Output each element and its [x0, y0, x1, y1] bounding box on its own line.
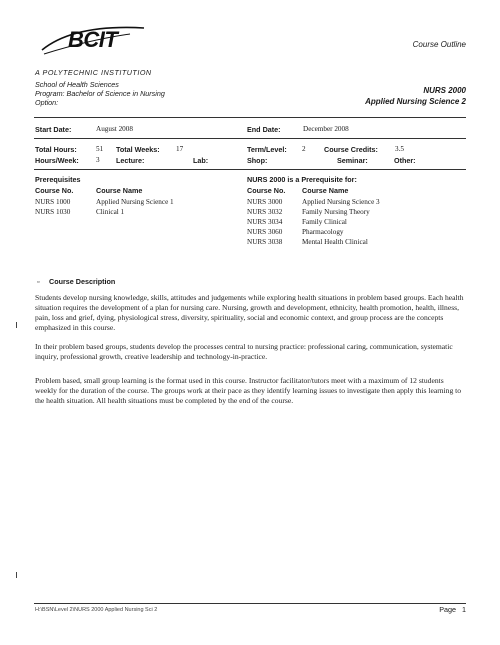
end-date-label: End Date: [247, 125, 281, 134]
total-hours-label: Total Hours: [35, 145, 77, 154]
prereq-for-row-name: Pharmacology [302, 228, 344, 236]
course-code: NURS 2000 [423, 86, 466, 95]
prereq-for-col-no: Course No. [247, 186, 286, 195]
other-label: Other: [394, 156, 416, 165]
description-paragraph-3: Problem based, small group learning is the format used in this course. Instructor facilitator/tutors meet with a maximum of 12 students weekly for the duration of the course. The groups work at their pace as they identify learning issues to investigate then apply this learning to the health situation. All health situations must be completed by the end of the course. [35, 376, 462, 405]
shop-label: Shop: [247, 156, 268, 165]
document-type: Course Outline [412, 40, 466, 49]
total-hours-value: 51 [96, 145, 104, 153]
prereq-for-row-no: NURS 3034 [247, 218, 283, 226]
hours-divider [34, 169, 466, 170]
prereq-col-name: Course Name [96, 186, 143, 195]
dates-divider [34, 138, 466, 139]
course-credits-label: Course Credits: [324, 145, 378, 154]
lab-label: Lab: [193, 156, 209, 165]
option-label: Option: [35, 98, 59, 107]
prereq-for-heading: NURS 2000 is a Prerequisite for: [247, 175, 357, 184]
footer-page [439, 605, 466, 614]
prereq-for-row-no: NURS 3038 [247, 238, 283, 246]
description-bullet-icon: ▫ [37, 277, 40, 286]
course-credits-value: 3.5 [395, 145, 404, 153]
start-date-value: August 2008 [96, 125, 133, 133]
footer-file-path: H:\BSN\Level 2\NURS 2000 Applied Nursing Sci 2 [35, 607, 158, 613]
course-description-heading: Course Description [49, 277, 116, 286]
total-weeks-value: 17 [176, 145, 184, 153]
margin-mark [16, 322, 17, 328]
description-paragraph-1: Students develop nursing knowledge, skills, attitudes and judgements while exploring health situations in problem based groups. Each health situation requires the development of a plan for nursing care. Nursing, growth and development, ethnicity, health promotion, health, illness, pain, loss and grief, dying, physiological stress, diversity, spirituality, social and economic context, and group process are the concepts emphasized in this course. [35, 293, 464, 332]
prereq-for-row-name: Applied Nursing Science 3 [302, 198, 380, 206]
prereq-for-row-name: Mental Health Clinical [302, 238, 368, 246]
prereq-row-name: Applied Nursing Science 1 [96, 198, 174, 206]
hours-week-value: 3 [96, 156, 100, 164]
hours-week-label: Hours/Week: [35, 156, 79, 165]
course-title: Applied Nursing Science 2 [365, 97, 466, 106]
term-level-label: Term/Level: [247, 145, 287, 154]
prereq-for-row-no: NURS 3000 [247, 198, 283, 206]
description-paragraph-2: In their problem based groups, students develop the processes central to nursing practice: professional caring, communication, systematic inquiry, professional growth, creative leadership and technology-in-practice. [35, 342, 453, 361]
prereq-row-name: Clinical 1 [96, 208, 125, 216]
prerequisites-heading: Prerequisites [35, 175, 81, 184]
logo-tagline: A POLYTECHNIC INSTITUTION [35, 68, 152, 77]
prereq-col-no: Course No. [35, 186, 74, 195]
bcit-logo [34, 20, 154, 66]
footer-page-label: Page [439, 605, 456, 614]
prereq-row-no: NURS 1030 [35, 208, 71, 216]
prereq-for-row-no: NURS 3060 [247, 228, 283, 236]
margin-mark [16, 572, 17, 578]
total-weeks-label: Total Weeks: [116, 145, 160, 154]
footer-divider [34, 603, 466, 604]
prereq-row-no: NURS 1000 [35, 198, 71, 206]
start-date-label: Start Date: [35, 125, 72, 134]
logo-wordmark: BCIT [68, 27, 118, 52]
lecture-label: Lecture: [116, 156, 145, 165]
term-level-value: 2 [302, 145, 306, 153]
program-name: Program: Bachelor of Science in Nursing [35, 89, 165, 98]
prereq-for-col-name: Course Name [302, 186, 349, 195]
school-name: School of Health Sciences [35, 80, 119, 89]
end-date-value: December 2008 [303, 125, 349, 133]
header-divider [34, 117, 466, 118]
prereq-for-row-name: Family Nursing Theory [302, 208, 370, 216]
prereq-for-row-name: Family Clinical [302, 218, 347, 226]
seminar-label: Seminar: [337, 156, 368, 165]
prereq-for-row-no: NURS 3032 [247, 208, 283, 216]
footer-page-number: 1 [462, 605, 466, 614]
